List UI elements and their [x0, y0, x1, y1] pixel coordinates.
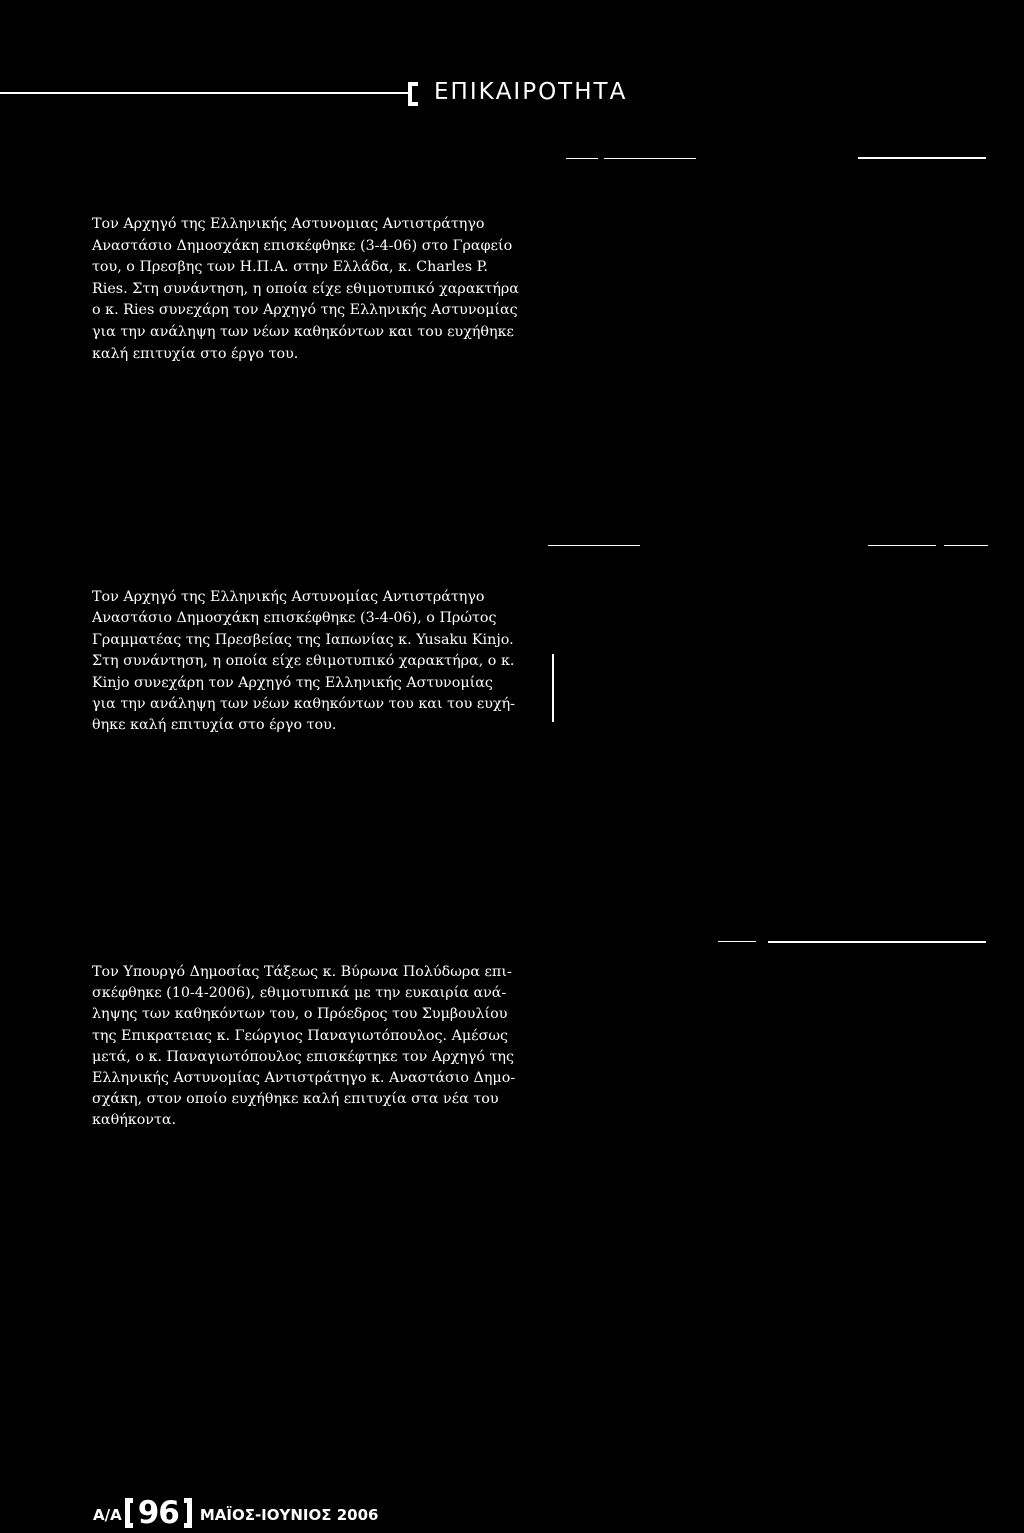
- article-caption-3: Τον Υπουργό Δημοσίας Τάξεως κ. Βύρωνα Πολύδωρα επι- σκέφθηκε (10-4-2006), εθιμοτυπικά με την ευκαιρία ανά- ληψης των καθηκόντων του, ο Πρόεδρος του Συμβουλίου της Επικρατειας κ. Γεώργιος Παναγιωτόπουλος. Αμέσως μετά, ο κ. Παναγιωτόπουλος επισκέφτηκε τον Αρχηγό της Ελληνικής Αστυνομίας Αντιστράτηγο κ. Αναστάσιο Δημο- σχάκη, στον οποίο ευχήθηκε καλή επιτυχία στα νέα του καθήκοντα.: [92, 964, 516, 1129]
- section-title: ΕΠΙΚΑΙΡΟΤΗΤΑ: [434, 79, 628, 105]
- issue-date: ΜΑΪΟΣ-ΙΟΥΝΙΟΣ 2006: [199, 1506, 379, 1524]
- divider-rule: [768, 941, 986, 943]
- article-caption-1: Τον Αρχηγό της Ελληνικής Αστυνομιας Αντιστράτηγο Αναστάσιο Δημοσχάκη επισκέφθηκε (3-4-06) στο Γραφείο του, ο Πρεσβης των Η.Π.Α. στην Ελλάδα, κ. Charles P. Ries. Στη συνάντηση, η οποία είχε εθιμοτυπικό χαρακτήρα ο κ. Ries συνεχάρη τον Αρχηγό της Ελληνικής Αστυνομίας για την ανάληψη των νέων καθηκόντων και του ευχήθηκε καλή επιτυχία στο έργο του.: [92, 216, 519, 362]
- divider-rule: [604, 158, 696, 159]
- footer-bracket-left: [125, 1498, 133, 1528]
- header-bracket: [408, 82, 418, 106]
- divider-rule: [858, 157, 986, 159]
- page-footer: [93, 1493, 378, 1533]
- article-caption-2: Τον Αρχηγό της Ελληνικής Αστυνομίας Αντιστράτηγο Αναστάσιο Δημοσχάκη επισκέφθηκε (3-4-06), ο Πρώτος Γραμματέας της Πρεσβείας της Ιαπωνίας κ. Yusaku Kinjo. Στη συνάντηση, η οποία είχε εθιμοτυπικό χαρακτήρα, ο κ. Kinjo συνεχάρη τον Αρχηγό της Ελληνικής Αστυνομίας για την ανάληψη των νέων καθηκόντων του και του ευχή- θηκε καλή επιτυχία στο έργο του.: [92, 589, 516, 734]
- footer-bracket-right: [184, 1498, 192, 1528]
- divider-rule: [718, 941, 756, 942]
- divider-rule: [566, 158, 598, 159]
- column-rule: [552, 654, 554, 722]
- divider-rule: [944, 545, 988, 546]
- page-number: 96: [137, 1495, 179, 1531]
- footer-section-label: Α/Α: [93, 1506, 122, 1524]
- divider-rule: [548, 545, 640, 546]
- header-rule: [0, 92, 412, 94]
- divider-rule: [868, 545, 936, 546]
